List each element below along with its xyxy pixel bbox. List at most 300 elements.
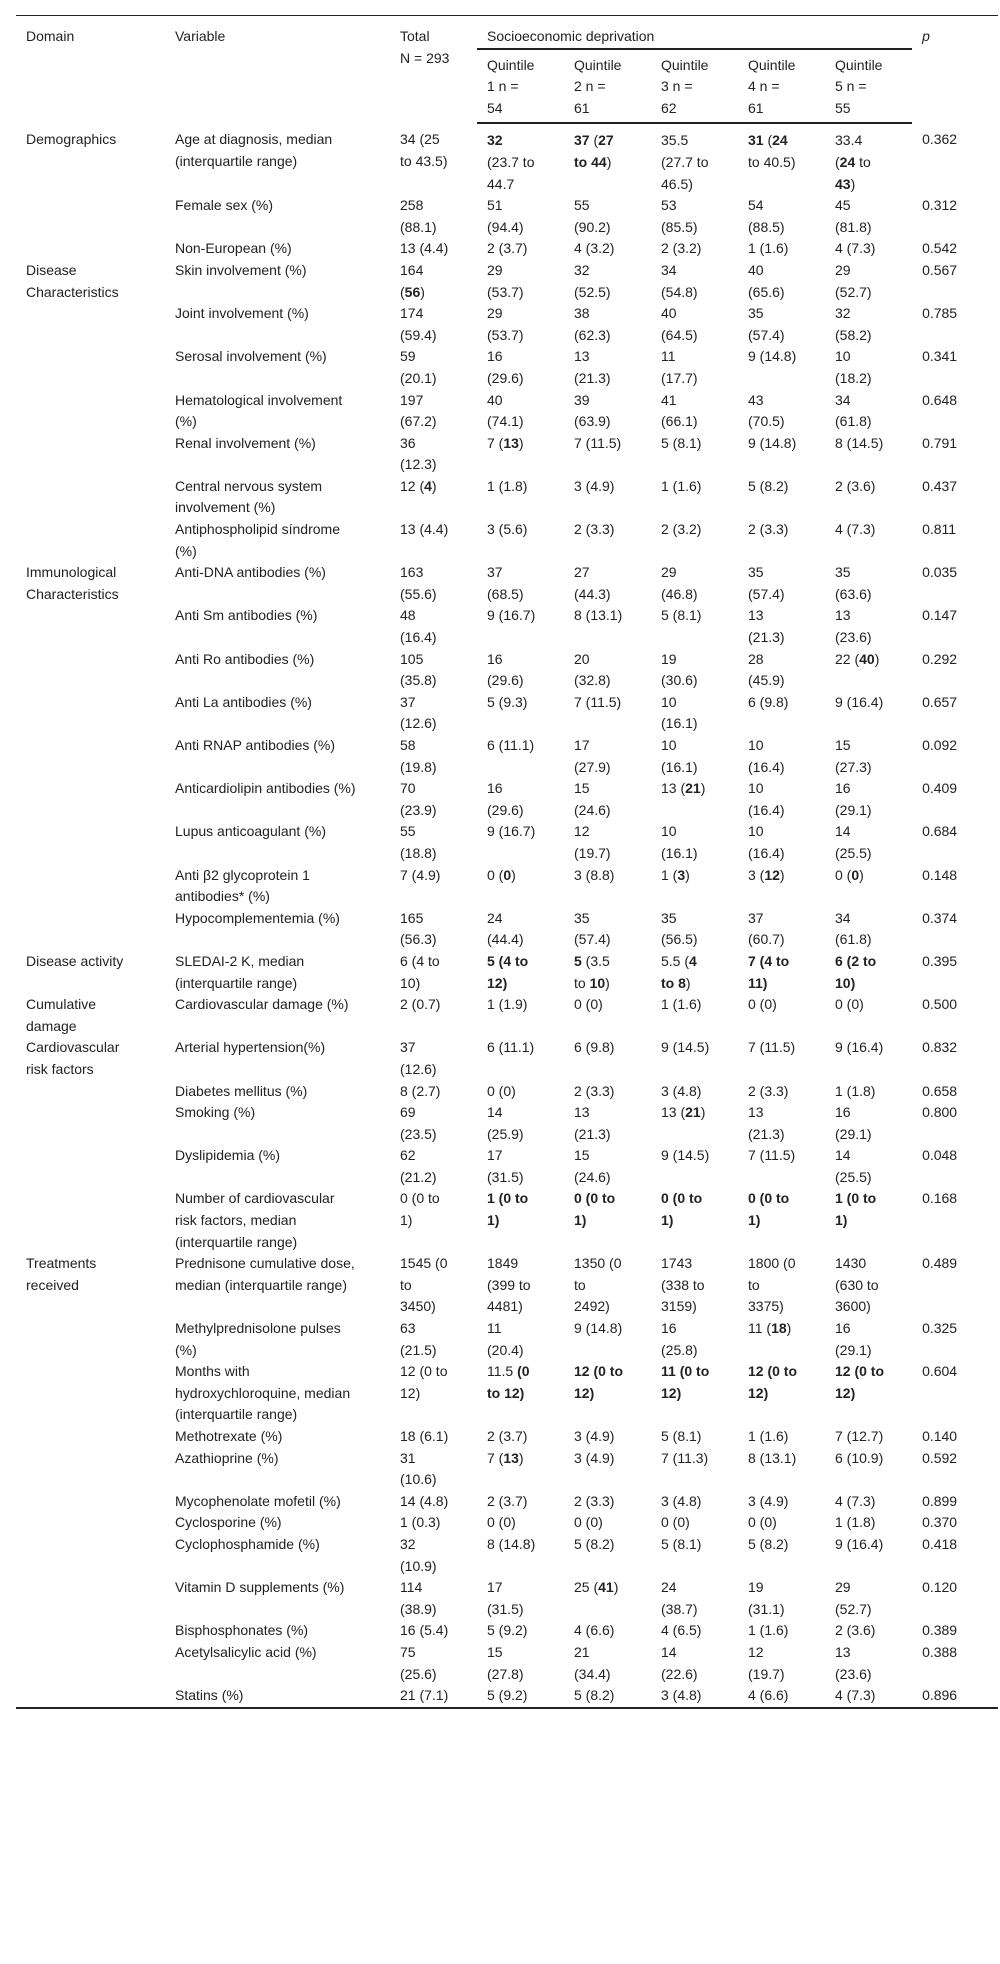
total-cell: 165 (56.3) [400, 909, 437, 948]
p-value-cell: 0.409 [922, 780, 958, 797]
value-bold-text: 21 [685, 1104, 701, 1121]
quintile-2-cell: 13 (21.3) [574, 1104, 611, 1142]
quintile-4-cell: 19 (31.1) [748, 1579, 785, 1617]
variable-cell: Methylprednisolone pulses (%) [175, 1320, 341, 1358]
value-text: 164 ( [400, 261, 424, 300]
quintile-5-cell [825, 123, 912, 195]
quintile-5-cell: 14 (25.5) [835, 1147, 872, 1185]
variable-cell: Statins (%) [175, 1687, 244, 1704]
quintile-2-cell: 7 (11.5) [574, 434, 622, 451]
total-cell: 63 (21.5) [400, 1320, 437, 1358]
value-bold-text: 24 [839, 153, 856, 170]
quintile-5-cell: 14 (25.5) [835, 823, 872, 861]
domain-cell [16, 519, 165, 562]
quintile-2-cell [564, 1188, 651, 1253]
total-cell: 7 (4.9) [400, 866, 441, 883]
value-bold-text: 12 [764, 866, 780, 883]
value-text: 5.5 ( [661, 952, 690, 969]
quintile-4-cell: 37 (60.7) [748, 909, 785, 948]
quintile-5-cell [825, 649, 912, 692]
quintile-5-cell: 29 (52.7) [835, 261, 872, 300]
quintile-2-cell: 1350 (0 to 2492) [574, 1255, 622, 1315]
total-cell: 58 (19.8) [400, 737, 437, 775]
value-bold-text: 0 (0 to 1) [574, 1190, 616, 1229]
table-row [16, 1081, 998, 1103]
variable-cell: Lupus anticoagulant (%) [175, 823, 326, 840]
header-total-label: Total [400, 28, 430, 44]
p-value-cell: 0.899 [922, 1492, 958, 1509]
value-bold-text: 43 [835, 175, 851, 192]
quintile-3-cell: 5 (8.1) [661, 1428, 702, 1444]
table-row [16, 1491, 998, 1513]
quintile-4-cell: 35 (57.4) [748, 305, 785, 343]
quintile-3-cell: 29 (46.8) [661, 564, 698, 602]
value-bold-text: 12 (0 to 12) [748, 1363, 798, 1401]
table-row [16, 865, 998, 908]
quintile-2-cell: 2 (3.3) [574, 1492, 615, 1509]
quintile-3-cell [651, 865, 738, 908]
value-bold-text: 40 [859, 650, 875, 667]
value-text: ( [763, 132, 773, 149]
p-value-cell: 0.500 [922, 996, 958, 1013]
value-bold-text: 18 [771, 1320, 787, 1337]
header-total [390, 16, 477, 124]
quintile-3-cell [651, 951, 738, 994]
quintile-2-cell: 39 (63.9) [574, 391, 611, 430]
domain-cell [16, 1534, 165, 1577]
quintile-4-cell [738, 123, 825, 195]
variable-cell: Anti La antibodies (%) [175, 693, 312, 710]
value-bold-text: 0 (0 to 1) [661, 1190, 703, 1229]
quintile-3-cell: 35.5 (27.7 to 46.5) [661, 132, 709, 192]
total-cell: 14 (4.8) [400, 1492, 449, 1509]
quintile-4-cell: 35 (57.4) [748, 564, 785, 602]
quintile-3-cell: 7 (11.3) [661, 1449, 709, 1466]
quintile-1-cell: 9 (16.7) [487, 823, 536, 840]
header-quintile-2: Quintile 2 n = 61 [564, 49, 651, 124]
quintile-5-cell: 1 (1.8) [835, 1514, 876, 1531]
quintile-5-cell: 13 (23.6) [835, 1643, 872, 1682]
value-text: 25 ( [574, 1579, 599, 1596]
domain-cell [16, 390, 165, 433]
quintile-1-cell: 29 (53.7) [487, 305, 524, 343]
domain-cell [16, 346, 165, 389]
total-cell: 0 (0 to 1) [400, 1190, 440, 1229]
table-row [16, 433, 998, 476]
quintile-4-cell: 2 (3.3) [748, 521, 789, 538]
quintile-1-cell: 5 (9.3) [487, 693, 528, 710]
value-bold-text: 27 to 44 [574, 132, 614, 170]
quintile-3-cell: 3 (4.8) [661, 1492, 702, 1509]
variable-cell: Prednisone cumulative dose, median (interquartile range) [175, 1255, 355, 1293]
domain-cell [16, 1188, 165, 1253]
header-quintile-5: Quintile 5 n = 55 [825, 49, 912, 124]
quintile-3-cell: 1 (1.6) [661, 996, 702, 1013]
p-value-cell: 0.389 [922, 1622, 958, 1639]
variable-cell: Serosal involvement (%) [175, 348, 327, 365]
p-value-cell: 0.168 [922, 1190, 958, 1207]
table-row [16, 123, 998, 195]
quintile-2-cell: 21 (34.4) [574, 1643, 611, 1682]
total-cell: 36 (12.3) [400, 434, 437, 473]
quintile-4-cell: 1 (1.6) [748, 1428, 789, 1444]
domain-cell [16, 821, 165, 864]
quintile-5-cell: 2 (3.6) [835, 1622, 876, 1639]
value-text: ) [606, 153, 612, 170]
quintile-5-cell: 34 (61.8) [835, 909, 872, 948]
table-row [16, 1318, 998, 1361]
quintile-1-cell: 11 (20.4) [487, 1320, 524, 1358]
total-cell: 21 (7.1) [400, 1687, 449, 1704]
quintile-1-cell [477, 1448, 564, 1491]
table-row [16, 1512, 998, 1534]
value-bold-text: 13 [503, 434, 519, 451]
quintile-4-cell: 10 (16.4) [748, 823, 785, 861]
total-cell: 55 (18.8) [400, 823, 437, 861]
quintile-5-cell [825, 865, 912, 908]
total-cell: 69 (23.5) [400, 1104, 437, 1142]
variable-cell: Diabetes mellitus (%) [175, 1082, 308, 1099]
total-cell: 258 (88.1) [400, 197, 437, 235]
quintile-3-cell [651, 1188, 738, 1253]
domain-cell [16, 1318, 165, 1361]
variable-cell: Age at diagnosis, median (interquartile range) [175, 131, 333, 169]
table-row [16, 1037, 998, 1080]
p-value-cell: 0.657 [922, 693, 958, 710]
quintile-1-cell: 17 (31.5) [487, 1579, 524, 1617]
value-text: ) [511, 866, 516, 883]
table-row [16, 1448, 998, 1491]
quintile-3-cell: 41 (66.1) [661, 391, 698, 430]
quintile-2-cell: 5 (8.2) [574, 1535, 615, 1552]
quintile-3-cell: 4 (6.5) [661, 1622, 702, 1639]
quintile-2-cell [564, 1361, 651, 1426]
value-text: 1 ( [661, 866, 678, 883]
quintile-2-cell: 4 (3.2) [574, 240, 615, 257]
table-row [16, 260, 998, 303]
domain-cell [16, 735, 165, 778]
quintile-5-cell: 1430 (630 to 3600) [835, 1255, 879, 1315]
value-bold-text: 11 (0 to 12) [661, 1363, 710, 1401]
domain-cell [16, 865, 165, 908]
quintile-4-cell: 54 (88.5) [748, 197, 785, 235]
quintile-4-cell: 4 (6.6) [748, 1687, 789, 1704]
value-text: ) [786, 1320, 792, 1337]
domain-cell [16, 778, 165, 821]
quintile-5-cell: 8 (14.5) [835, 434, 884, 451]
domain-cell [16, 1448, 165, 1491]
quintile-1-cell: 3 (5.6) [487, 521, 528, 538]
domain-cell: Disease Characteristics [26, 261, 119, 300]
variable-cell: Cardiovascular damage (%) [175, 996, 349, 1013]
value-text: ) [420, 283, 425, 300]
quintile-5-cell: 13 (23.6) [835, 607, 872, 646]
socioeconomic-deprivation-table [16, 15, 998, 1709]
quintile-5-cell: 9 (16.4) [835, 1535, 884, 1552]
total-cell: 48 (16.4) [400, 607, 437, 646]
quintile-3-cell: 10 (16.1) [661, 693, 698, 732]
p-value-cell: 0.592 [922, 1449, 958, 1466]
quintile-3-cell: 3 (4.8) [661, 1687, 702, 1704]
quintile-5-cell: 4 (7.3) [835, 1492, 876, 1509]
quintile-4-cell [738, 1318, 825, 1361]
value-bold-text: 13 [503, 1449, 519, 1466]
p-value-cell: 0.395 [922, 952, 958, 969]
table-row [16, 390, 998, 433]
domain-cell [16, 476, 165, 519]
quintile-4-cell: 9 (14.8) [748, 434, 797, 451]
quintile-4-cell: 5 (8.2) [748, 1535, 789, 1552]
quintile-5-cell: 10 (18.2) [835, 348, 872, 386]
table-row [16, 519, 998, 562]
domain-cell [16, 908, 165, 951]
quintile-1-cell [477, 865, 564, 908]
variable-cell: Hypocomplementemia (%) [175, 909, 340, 926]
header-variable: Variable [175, 28, 226, 44]
p-value-cell: 0.785 [922, 305, 958, 322]
quintile-5-cell [825, 1188, 912, 1253]
p-value-cell: 0.896 [922, 1687, 958, 1704]
value-bold-text: 32 [487, 132, 503, 149]
quintile-3-cell: 19 (30.6) [661, 650, 698, 689]
total-cell: 12 (0 to 12) [400, 1363, 448, 1401]
value-bold-text: 31 [748, 132, 764, 149]
domain-cell [16, 1361, 165, 1426]
table-row [16, 195, 998, 238]
table-row [16, 1642, 998, 1685]
table-row [16, 778, 998, 821]
table-row [16, 735, 998, 778]
quintile-5-cell: 9 (16.4) [835, 1039, 884, 1056]
value-bold-text: 4 to 8 [661, 952, 697, 991]
domain-cell [16, 692, 165, 735]
header-socioeconomic-deprivation: Socioeconomic deprivation [477, 16, 912, 49]
domain-cell [16, 303, 165, 346]
quintile-1-cell: 29 (53.7) [487, 261, 524, 300]
variable-cell: Anticardiolipin antibodies (%) [175, 780, 356, 797]
quintile-4-cell: 5 (8.2) [748, 477, 789, 494]
quintile-3-cell: 3 (4.8) [661, 1082, 702, 1099]
value-text: ) [518, 434, 524, 451]
total-cell: 1 (0.3) [400, 1514, 441, 1531]
p-value-cell: 0.312 [922, 197, 958, 214]
quintile-1-cell: 0 (0) [487, 1514, 516, 1531]
quintile-4-cell: 8 (13.1) [748, 1449, 797, 1466]
domain-cell [16, 605, 165, 648]
total-cell: 174 (59.4) [400, 305, 437, 343]
quintile-2-cell: 0 (0) [574, 1514, 603, 1531]
quintile-1-cell: 16 (29.6) [487, 780, 524, 818]
total-cell: 31 (10.6) [400, 1449, 437, 1488]
value-bold-text: 37 [574, 132, 590, 149]
quintile-5-cell: 29 (52.7) [835, 1579, 872, 1617]
total-cell: 114 (38.9) [400, 1579, 437, 1617]
domain-cell [16, 1081, 165, 1103]
total-cell: 1545 (0 to 3450) [400, 1255, 448, 1315]
quintile-4-cell: 10 (16.4) [748, 737, 785, 775]
value-text: ) [700, 780, 706, 797]
quintile-2-cell: 4 (6.6) [574, 1622, 615, 1639]
total-cell: 59 (20.1) [400, 348, 437, 386]
domain-cell [16, 1426, 165, 1448]
total-cell: 13 (4.4) [400, 240, 449, 257]
domain-cell [16, 649, 165, 692]
variable-cell: Anti Ro antibodies (%) [175, 650, 315, 667]
quintile-5-cell [825, 1361, 912, 1426]
value-text: ) [874, 650, 880, 667]
total-cell: 16 (5.4) [400, 1622, 449, 1639]
quintile-2-cell: 7 (11.5) [574, 693, 622, 710]
table-row [16, 1534, 998, 1577]
variable-cell: Female sex (%) [175, 197, 274, 214]
variable-cell: Skin involvement (%) [175, 261, 307, 278]
quintile-4-cell: 1800 (0 to 3375) [748, 1255, 796, 1315]
quintile-4-cell: 7 (11.5) [748, 1147, 796, 1164]
variable-cell: Vitamin D supplements (%) [175, 1579, 345, 1596]
quintile-1-cell: 5 (9.2) [487, 1687, 528, 1704]
p-value-cell: 0.542 [922, 240, 958, 257]
quintile-3-cell: 0 (0) [661, 1514, 690, 1531]
quintile-3-cell: 2 (3.2) [661, 240, 702, 257]
quintile-5-cell: 45 (81.8) [835, 197, 872, 235]
total-cell: 75 (25.6) [400, 1643, 437, 1682]
quintile-1-cell: 2 (3.7) [487, 1428, 528, 1444]
domain-cell [16, 1685, 165, 1708]
table-row [16, 1361, 998, 1426]
variable-cell: Antiphospholipid síndrome (%) [175, 521, 340, 559]
quintile-5-cell: 4 (7.3) [835, 240, 876, 257]
value-text: 3 ( [748, 866, 765, 883]
table-header [16, 16, 998, 124]
table-row [16, 1188, 998, 1253]
quintile-1-cell: 0 (0) [487, 1082, 516, 1099]
quintile-3-cell: 10 (16.1) [661, 823, 698, 861]
table-row [16, 951, 998, 994]
quintile-1-cell: 40 (74.1) [487, 391, 524, 430]
quintile-4-cell: 12 (19.7) [748, 1643, 785, 1682]
p-value-cell: 0.035 [922, 564, 958, 581]
total-cell [390, 260, 477, 303]
table-row [16, 908, 998, 951]
domain-cell: Treatments received [26, 1255, 97, 1293]
value-text: ) [850, 175, 856, 192]
p-value-cell: 0.648 [922, 391, 958, 408]
quintile-5-cell: 16 (29.1) [835, 1320, 872, 1358]
quintile-2-cell: 17 (27.9) [574, 737, 611, 775]
quintile-3-cell: 40 (64.5) [661, 305, 698, 343]
quintile-1-cell: 6 (11.1) [487, 1039, 535, 1056]
p-value-cell: 0.370 [922, 1514, 958, 1531]
quintile-3-cell: 16 (25.8) [661, 1320, 698, 1358]
value-bold-text: 0 (0 to 1) [748, 1190, 790, 1229]
quintile-2-cell: 5 (8.2) [574, 1687, 615, 1704]
value-text: (3.5 to [574, 952, 610, 991]
quintile-1-cell: 16 (29.6) [487, 348, 524, 386]
quintile-3-cell: 14 (22.6) [661, 1643, 698, 1682]
quintile-1-cell: 24 (44.4) [487, 909, 524, 948]
quintile-1-cell: 51 (94.4) [487, 197, 524, 235]
quintile-5-cell: 16 (29.1) [835, 780, 872, 818]
p-value-cell: 0.325 [922, 1320, 958, 1337]
value-text: to 40.5) [748, 153, 796, 170]
total-cell: 2 (0.7) [400, 996, 441, 1013]
total-cell: 163 (55.6) [400, 564, 437, 602]
value-text: ) [431, 477, 437, 494]
p-value-cell: 0.658 [922, 1082, 958, 1099]
total-cell: 62 (21.2) [400, 1147, 437, 1185]
variable-cell: Non-European (%) [175, 240, 292, 257]
quintile-1-cell: 5 (9.2) [487, 1622, 528, 1639]
variable-cell: Arterial hypertension(%) [175, 1039, 326, 1056]
p-value-cell: 0.120 [922, 1579, 958, 1596]
total-cell: 34 (25 to 43.5) [400, 131, 448, 169]
variable-cell: Hematological involvement (%) [175, 391, 343, 430]
table-row [16, 303, 998, 346]
value-text: 33.4 ( [835, 132, 863, 170]
quintile-3-cell: 53 (85.5) [661, 197, 698, 235]
quintile-5-cell: 9 (16.4) [835, 693, 884, 710]
quintile-5-cell: 6 (10.9) [835, 1449, 884, 1466]
quintile-1-cell: 1 (1.8) [487, 477, 528, 494]
quintile-2-cell: 3 (4.9) [574, 1428, 615, 1444]
table-row [16, 605, 998, 648]
p-value-cell: 0.048 [922, 1147, 958, 1164]
p-value-cell: 0.418 [922, 1535, 958, 1552]
variable-cell: Central nervous system involvement (%) [175, 477, 323, 516]
header-quintile-3: Quintile 3 n = 62 [651, 49, 738, 124]
header-quintile-4: Quintile 4 n = 61 [738, 49, 825, 124]
quintile-3-cell: 34 (54.8) [661, 261, 698, 300]
p-value-cell: 0.292 [922, 650, 958, 667]
p-value-cell: 0.341 [922, 348, 958, 365]
value-text: (23.7 to 44.7 [487, 153, 535, 192]
table-row [16, 1426, 998, 1448]
quintile-2-cell: 0 (0) [574, 996, 603, 1013]
domain-cell [16, 238, 165, 260]
domain-cell [16, 195, 165, 238]
total-cell: 197 (67.2) [400, 391, 437, 430]
domain-cell: Cardiovascular risk factors [26, 1039, 120, 1077]
quintile-4-cell [738, 951, 825, 994]
total-cell: 105 (35.8) [400, 650, 437, 689]
variable-cell: Renal involvement (%) [175, 434, 316, 451]
quintile-5-cell: 2 (3.6) [835, 477, 876, 494]
value-bold-text: 5 [574, 952, 582, 969]
variable-cell: Anti-DNA antibodies (%) [175, 564, 326, 581]
quintile-4-cell: 9 (14.8) [748, 348, 797, 365]
quintile-2-cell [564, 951, 651, 994]
variable-cell: Number of cardiovascular risk factors, median (interquartile range) [175, 1190, 335, 1250]
variable-cell: Acetylsalicylic acid (%) [175, 1643, 317, 1660]
table-row [16, 821, 998, 864]
p-value-cell: 0.147 [922, 607, 958, 624]
quintile-3-cell [651, 778, 738, 821]
value-text: 22 ( [835, 650, 860, 667]
p-value-cell: 0.811 [922, 521, 957, 538]
p-value-cell: 0.604 [922, 1363, 958, 1380]
quintile-4-cell: 2 (3.3) [748, 1082, 789, 1099]
total-cell [390, 476, 477, 519]
quintile-5-cell [825, 951, 912, 994]
quintile-1-cell [477, 433, 564, 476]
quintile-4-cell [738, 1361, 825, 1426]
domain-cell: Demographics [26, 131, 117, 148]
quintile-3-cell: 2 (3.2) [661, 521, 702, 538]
variable-cell: Anti Sm antibodies (%) [175, 607, 318, 624]
quintile-2-cell: 3 (4.9) [574, 1449, 615, 1466]
quintile-4-cell: 13 (21.3) [748, 1104, 785, 1142]
domain-cell: Cumulative damage [26, 996, 97, 1034]
